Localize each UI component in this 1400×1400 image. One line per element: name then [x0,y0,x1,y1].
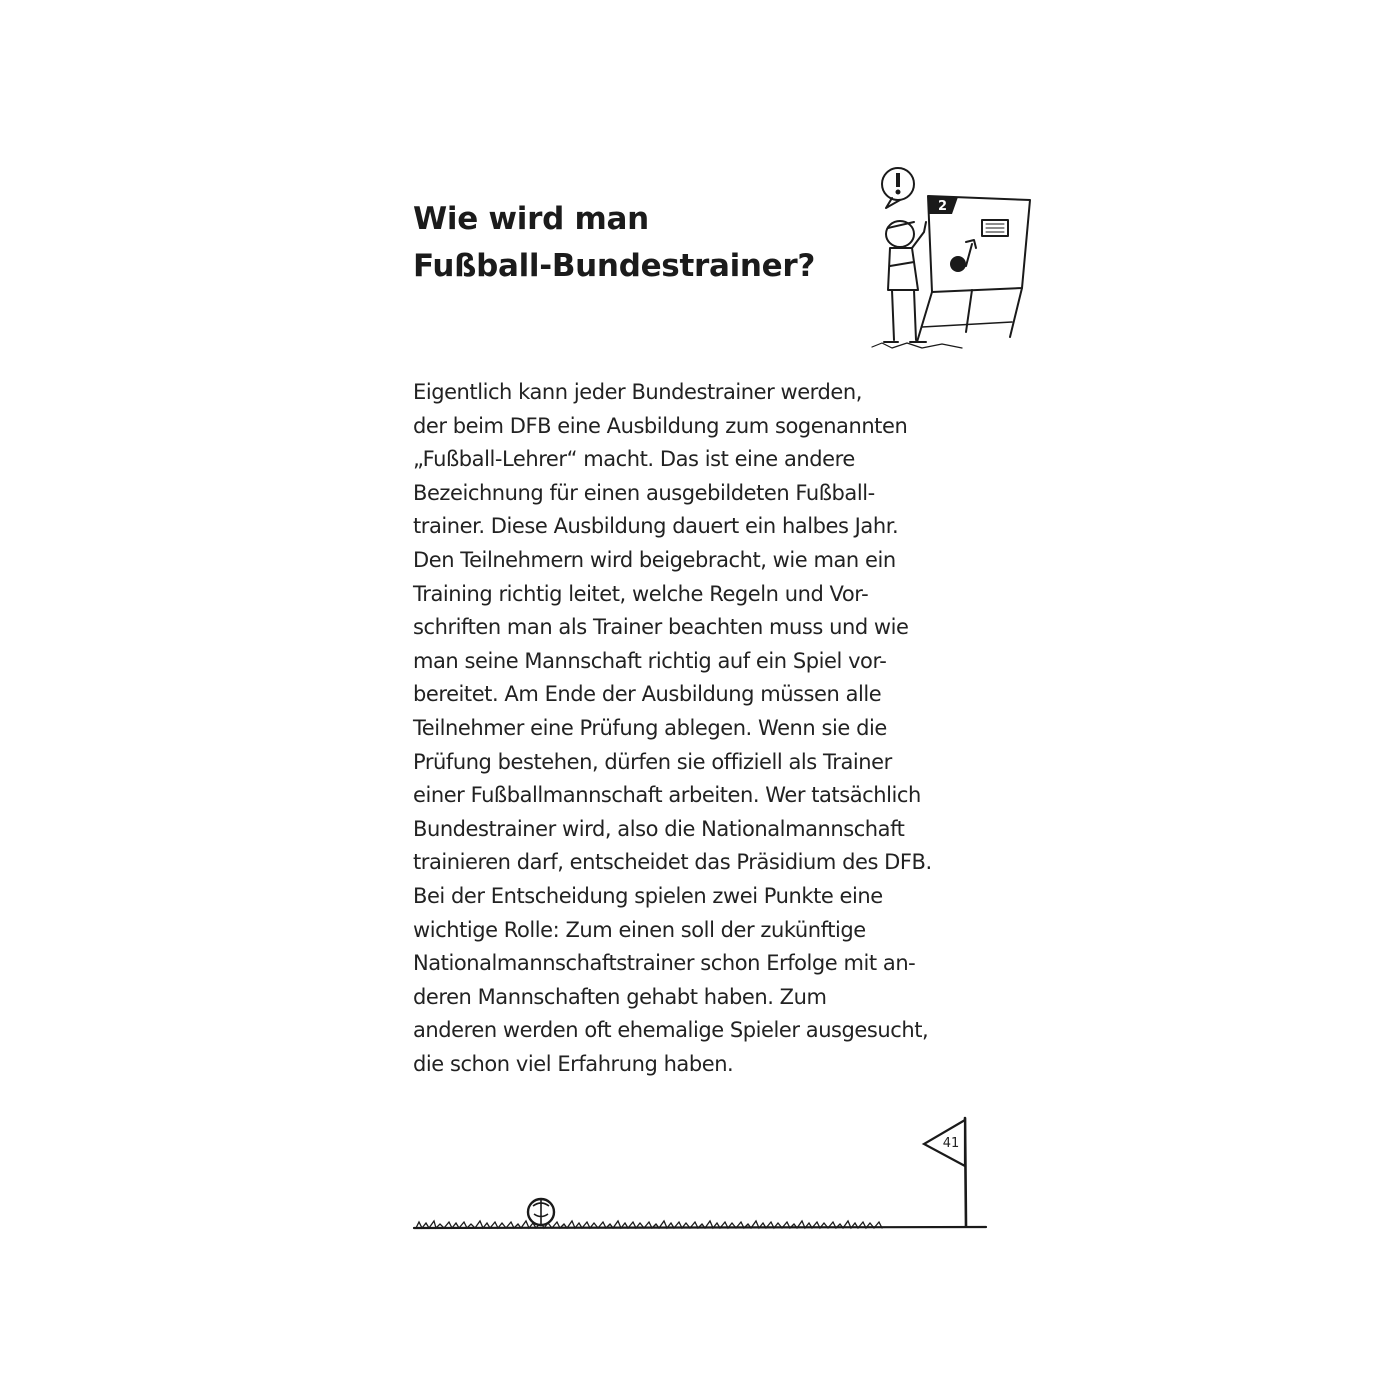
body-line: Prüfung bestehen, dürfen sie offiziell als Trainer [413,749,892,774]
body-line: Eigentlich kann jeder Bundestrainer werden, [413,380,862,404]
body-line: trainer. Diese Ausbildung dauert ein halbes Jahr. [413,514,899,539]
page-heading [413,196,833,290]
body-line: bereitet. Am Ende der Ausbildung müssen alle [413,682,882,707]
body-line: Bezeichnung für einen ausgebildeten Fußball- [413,480,875,505]
body-line: Bundestrainer wird, also die Nationalmannschaft [413,816,905,841]
body-line: wichtige Rolle: Zum einen soll der zukünftige [413,917,866,942]
body-line: man seine Mannschaft richtig auf ein Spiel vor- [413,648,887,673]
body-line: der beim DFB eine Ausbildung zum sogenannten [413,413,908,438]
football-icon [528,1199,554,1225]
body-line: trainieren darf, entscheidet das Präsidium des DFB. [413,850,932,875]
coach-at-tactics-board-icon [862,162,1042,357]
body-line: schriften man als Trainer beachten muss und wie [413,615,909,640]
body-line: die schon viel Erfahrung haben. [413,1051,734,1076]
body-line: Training richtig leitet, welche Regeln und Vor- [413,581,869,606]
body-line: „Fußball-Lehrer“ macht. Das ist eine andere [413,447,855,472]
grass-ground-decoration [410,1110,990,1240]
heading-line-1: Wie wird man [413,201,649,237]
svg-text:2: 2 [938,199,948,214]
body-line: Bei der Entscheidung spielen zwei Punkte eine [413,883,883,908]
body-text [413,376,993,1081]
body-line: deren Mannschaften gehabt haben. Zum [413,984,827,1009]
page-number: 41 [942,1136,960,1151]
body-line: Nationalmannschaftstrainer schon Erfolge mit an- [413,951,916,976]
body-line: einer Fußballmannschaft arbeiten. Wer tatsächlich [413,783,921,808]
body-line: Den Teilnehmern wird beigebracht, wie man ein [413,547,896,572]
body-line: Teilnehmer eine Prüfung ablegen. Wenn sie die [413,715,887,740]
body-line: anderen werden oft ehemalige Spieler ausgesucht, [413,1018,929,1043]
heading-line-2: Fußball-Bundestrainer? [413,248,816,284]
